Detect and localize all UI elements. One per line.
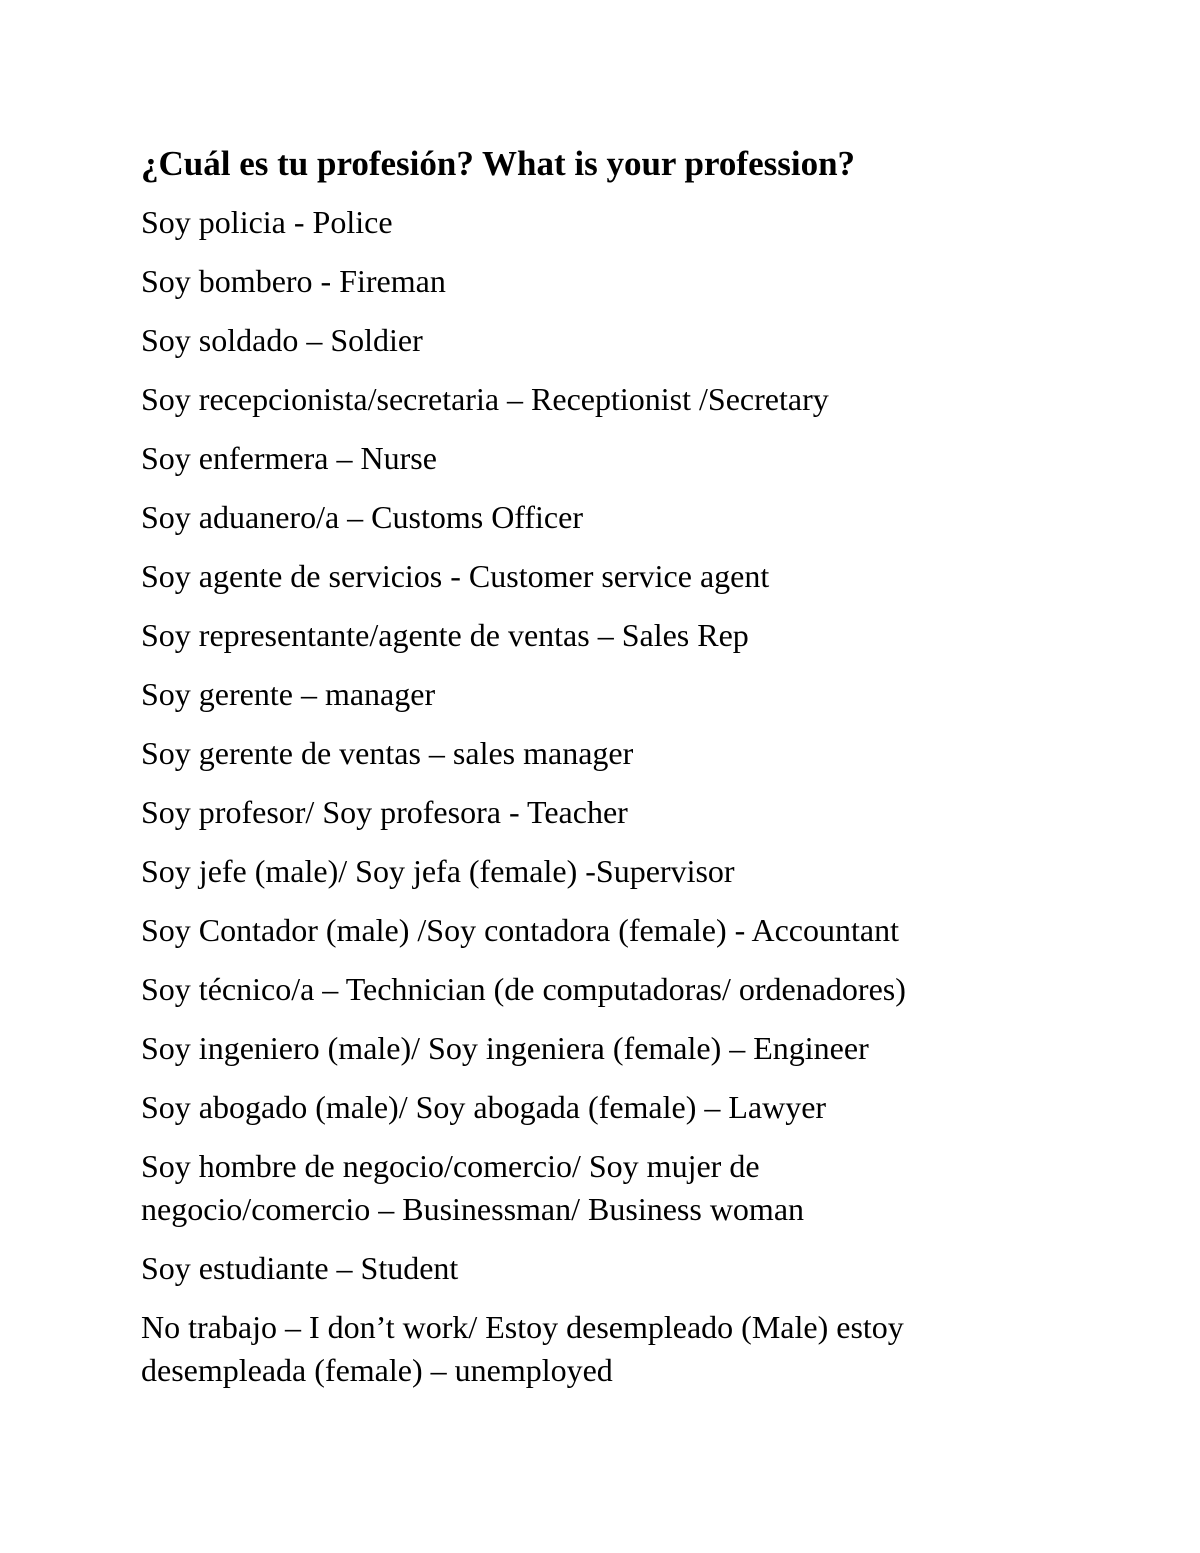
list-item-text: Soy soldado – Soldier (141, 322, 423, 358)
list-item-text-continued: desempleada (female) – unemployed (141, 1352, 613, 1388)
list-item (141, 850, 1041, 893)
list-item (141, 319, 1041, 362)
document-content (141, 142, 1041, 1408)
list-item (141, 1247, 1041, 1290)
list-item (141, 437, 1041, 480)
list-item-text: Soy profesor/ Soy profesora - Teacher (141, 794, 628, 830)
list-item-text: Soy hombre de negocio/comercio/ Soy mujer de (141, 1148, 760, 1184)
list-item-text: Soy estudiante – Student (141, 1250, 459, 1286)
list-item (141, 673, 1041, 716)
list-item (141, 1306, 1041, 1392)
list-item (141, 968, 1041, 1011)
list-item-text: Soy abogado (male)/ Soy abogada (female) – Lawyer (141, 1089, 827, 1125)
list-item-text: Soy agente de servicios - Customer service agent (141, 558, 770, 594)
profession-list (141, 201, 1041, 1392)
list-item (141, 1145, 1041, 1231)
list-item (141, 1027, 1041, 1070)
list-item-text: Soy técnico/a – Technician (de computadoras/ ordenadores) (141, 971, 906, 1007)
list-item-text: Soy bombero - Fireman (141, 263, 446, 299)
list-item (141, 732, 1041, 775)
list-item-text: No trabajo – I don’t work/ Estoy desempleado (Male) estoy (141, 1309, 904, 1345)
list-item (141, 555, 1041, 598)
list-item-text: Soy enfermera – Nurse (141, 440, 437, 476)
list-item (141, 1086, 1041, 1129)
list-item-text: Soy gerente de ventas – sales manager (141, 735, 634, 771)
list-item (141, 201, 1041, 244)
list-item-text: Soy gerente – manager (141, 676, 436, 712)
list-item (141, 260, 1041, 303)
list-item-text: Soy aduanero/a – Customs Officer (141, 499, 583, 535)
list-item-text: Soy Contador (male) /Soy contadora (female) - Accountant (141, 912, 899, 948)
list-item (141, 496, 1041, 539)
list-item-text: Soy recepcionista/secretaria – Receptionist /Secretary (141, 381, 829, 417)
list-item (141, 378, 1041, 421)
list-item (141, 909, 1041, 952)
list-item (141, 614, 1041, 657)
list-item-text: Soy jefe (male)/ Soy jefa (female) -Supervisor (141, 853, 735, 889)
list-item-text: Soy policia - Police (141, 204, 393, 240)
page-title: ¿Cuál es tu profesión? What is your profession? (141, 144, 856, 183)
list-item-text-continued: negocio/comercio – Businessman/ Business woman (141, 1191, 805, 1227)
list-item-text: Soy representante/agente de ventas – Sales Rep (141, 617, 749, 653)
list-item (141, 791, 1041, 834)
list-item-text: Soy ingeniero (male)/ Soy ingeniera (female) – Engineer (141, 1030, 869, 1066)
